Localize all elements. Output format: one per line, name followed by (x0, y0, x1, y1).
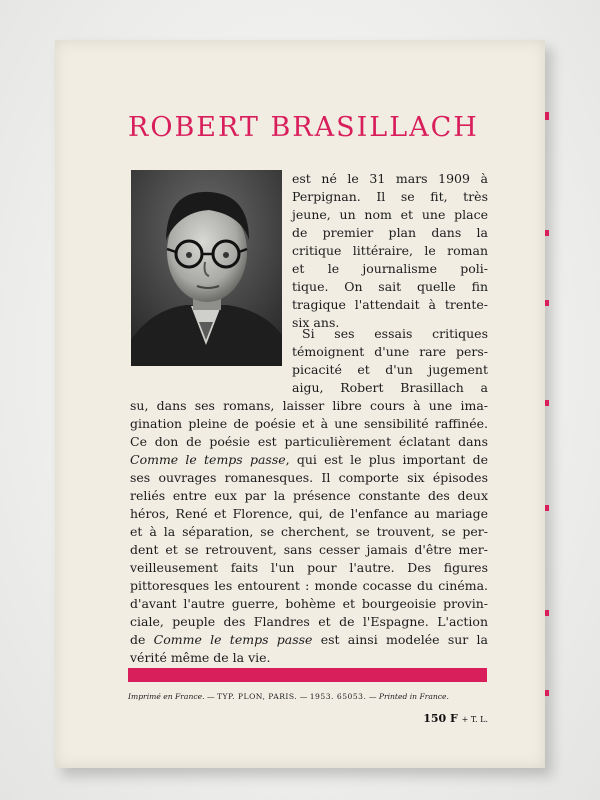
text-line: tique. On sait quelle fin (292, 279, 488, 294)
portrait-photo (131, 170, 282, 366)
imprint-line: Imprimé en France. — TYP. PLON, PARIS. — 1953. 65053. — Printed in France. (128, 692, 449, 701)
text-line: su, dans ses romans, laisser libre cours à une ima- (130, 398, 488, 413)
imprint-code: 1953. 65053. (309, 692, 367, 701)
text-line: six ans. (292, 315, 340, 330)
text-line: Si ses essais critiques (302, 326, 488, 341)
text-line: Perpignan. Il se fit, très (292, 189, 488, 204)
text-line: est né le 31 mars 1909 à (292, 171, 488, 186)
text-line: picacité et d'un jugement (292, 362, 488, 377)
text-line: d'avant l'autre guerre, bohème et bourgeoisie provin- (130, 596, 488, 611)
text-line: héros, René et Florence, qui, de l'enfance au mariage (130, 506, 488, 521)
text-line: Comme le temps passe, qui est le plus important de (130, 452, 488, 467)
text-line: dent et se retrouvent, sans cesser jamais d'être mer- (130, 542, 488, 557)
accent-bar (128, 668, 487, 682)
text-line: reliés entre eux par la présence constante des deux (130, 488, 488, 503)
text-line: et le journalisme poli- (292, 261, 488, 276)
author-portrait (131, 170, 282, 366)
text-line: veilleusement faits l'un pour l'autre. Des figures (130, 560, 488, 575)
author-title: ROBERT BRASILLACH (128, 112, 479, 143)
imprint-printed-en: Printed in France. (378, 692, 449, 701)
text-line: ses ouvrages romanesques. Il comporte six épisodes (130, 470, 488, 485)
novel-title-italic: Comme le temps passe (153, 632, 313, 647)
text-line: gination pleine de poésie et à une sensibilité raffinée. (130, 416, 488, 431)
imprint-printed-fr: Imprimé en France. (128, 692, 205, 701)
novel-title-italic: Comme le temps passe (130, 452, 286, 467)
text-line: Ce don de poésie est particulièrement éclatant dans (130, 434, 488, 449)
text-line: jeune, un nom et une place (292, 207, 488, 222)
imprint-printer: TYP. PLON, PARIS. (216, 692, 298, 701)
text-line: tragique l'attendait à trente- (292, 297, 488, 312)
text-line: de Comme le temps passe est ainsi modelée sur la (130, 632, 488, 647)
text-line: vérité même de la vie. (130, 650, 271, 665)
text-line: aigu, Robert Brasillach a (292, 380, 488, 395)
text-line: témoignent d'une rare pers- (292, 344, 488, 359)
price-value: 150 F (423, 712, 458, 725)
price-suffix: + T. L. (461, 715, 488, 724)
text-line: de premier plan dans la (292, 225, 488, 240)
price-label (412, 712, 488, 725)
text-line: critique littéraire, le roman (292, 243, 488, 258)
text-line: ciale, peuple des Flandres et de l'Espagne. L'action (130, 614, 488, 629)
text-line: pittoresques les entourent : monde cocasse du cinéma. (130, 578, 488, 593)
text-line: et à la séparation, se cherchent, se trouvent, se per- (130, 524, 488, 539)
